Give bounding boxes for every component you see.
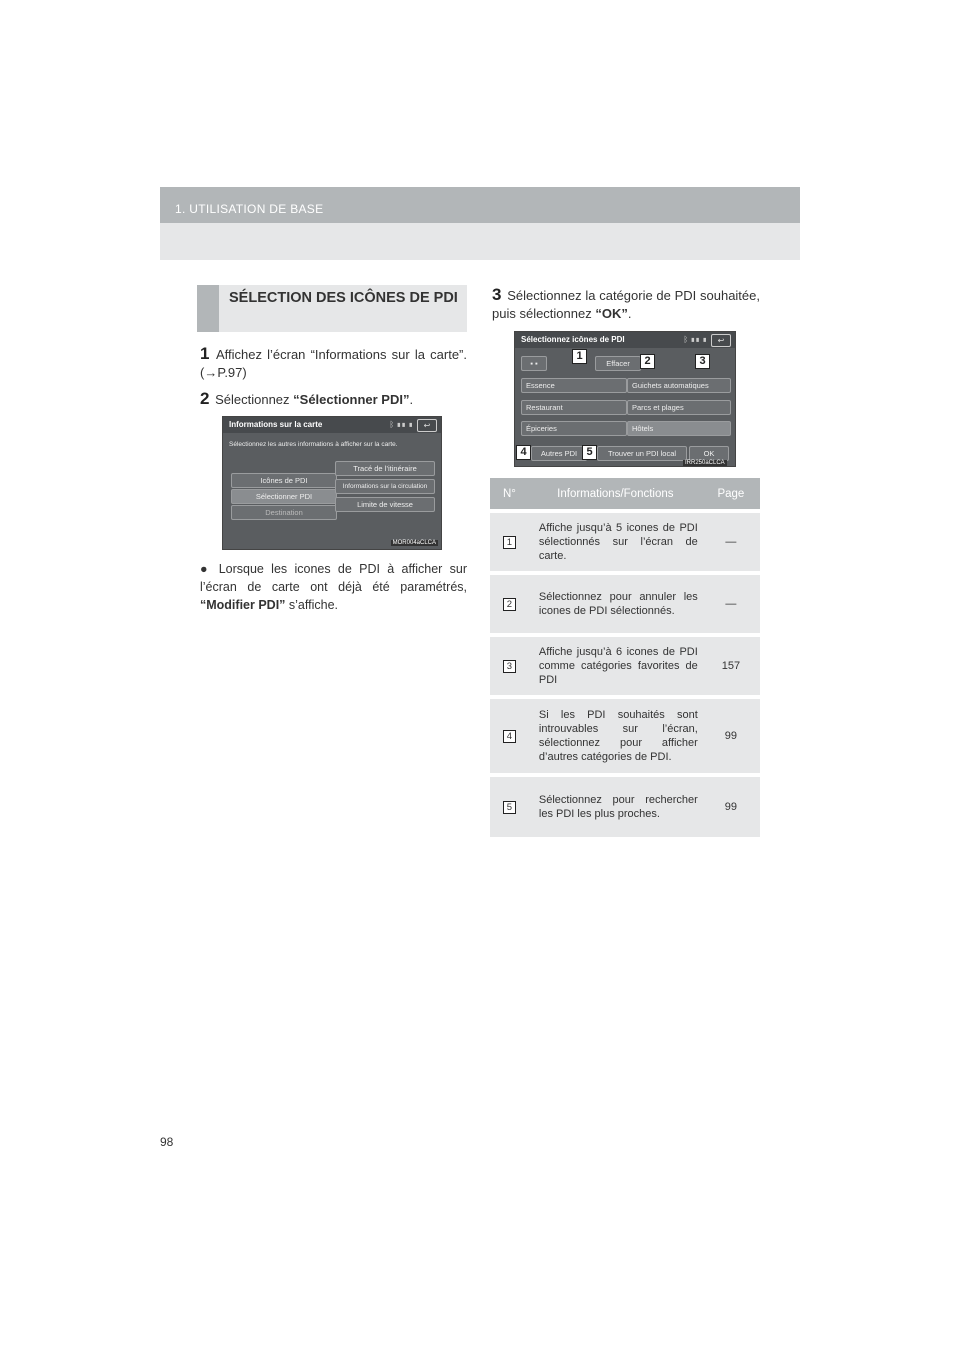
step-number: 2 [200, 389, 210, 408]
step-text-tail: . [627, 306, 632, 321]
note-text-tail: s’affiche. [285, 598, 338, 612]
row-desc: Affiche jusqu’à 6 icones de PDI comme catégories favorites de PDI [529, 635, 702, 697]
step-text: Affichez l’écran “Informations sur la carte”. (→P.97) [200, 347, 467, 380]
note-emphasis: “Modifier PDI” [200, 598, 286, 612]
step-text: Sélectionnez [215, 392, 294, 407]
status-icons: ᛒ ▮▮ ▮ [389, 420, 413, 429]
screenshot-map-info [222, 416, 442, 550]
back-icon: ↩ [711, 334, 731, 347]
callout-2: 2 [640, 354, 655, 369]
screen-btn-hotels: Hôtels [627, 421, 731, 436]
row-page: 157 [702, 635, 760, 697]
row-number: 5 [490, 775, 529, 837]
table-header-row [490, 478, 760, 511]
col-page: Page [702, 478, 760, 511]
row-page: 99 [702, 775, 760, 837]
step-text-tail: . [409, 392, 414, 407]
screen-btn-restaurant: Restaurant [521, 400, 627, 415]
col-info: Informations/Fonctions [529, 478, 702, 511]
table-row [490, 635, 760, 697]
screen-btn-poi-icons: Icônes de PDI [231, 473, 337, 488]
step-emphasis: “OK” [595, 306, 628, 321]
screen-title: Sélectionnez icônes de PDI [521, 335, 625, 344]
row-desc: Sélectionnez pour rechercher les PDI les plus proches. [529, 775, 702, 837]
screen-btn-parks: Parcs et plages [627, 400, 731, 415]
step-1 [200, 345, 467, 382]
callout-4: 4 [516, 445, 531, 460]
figure-code: IRR250aCLCA [685, 460, 725, 466]
row-page: 99 [702, 697, 760, 775]
row-number: 4 [490, 697, 529, 775]
section-heading-bar [197, 285, 219, 332]
step-text: Sélectionnez la catégorie de PDI souhaitée, puis sélectionnez [492, 288, 760, 321]
row-desc: Affiche jusqu’à 5 icones de PDI sélectionnés sur l’écran de carte. [529, 511, 702, 573]
screen-btn-select-poi: Sélectionner PDI [231, 489, 337, 504]
step-number: 1 [200, 344, 210, 363]
chapter-title: 1. UTILISATION DE BASE [175, 202, 324, 216]
screen-btn-destination: Destination [231, 505, 337, 520]
row-number: 1 [490, 511, 529, 573]
row-number: 3 [490, 635, 529, 697]
screen-btn-route-trace: Tracé de l’itinéraire [335, 461, 435, 476]
screen-btn-speed-limit: Limite de vitesse [335, 497, 435, 512]
header-subband [160, 223, 800, 260]
step-2 [200, 390, 467, 409]
screenshot-select-poi [514, 331, 736, 467]
screen-btn-find-local-poi: Trouver un PDI local [597, 446, 687, 461]
note [200, 560, 467, 614]
screen-btn-fuel: Essence [521, 378, 627, 393]
screen-btn-ok: OK [689, 446, 729, 461]
screen-btn-grocery: Épiceries [521, 421, 627, 436]
section-title: SÉLECTION DES ICÔNES DE PDI [229, 290, 458, 306]
screen-title: Informations sur la carte [229, 420, 323, 429]
screen-btn-clear: Effacer [595, 356, 641, 371]
screen-btn-atm: Guichets automatiques [627, 378, 731, 393]
callout-5: 5 [582, 445, 597, 460]
figure-code: MOR004aCLCA [392, 540, 436, 546]
screen-btn-other-poi: Autres PDI [531, 446, 587, 461]
row-number: 2 [490, 573, 529, 635]
page-number: 98 [160, 1135, 174, 1149]
table-row [490, 511, 760, 573]
row-page: — [702, 511, 760, 573]
status-icons: ᛒ ▮▮ ▮ [683, 335, 707, 344]
selected-poi-icons: ▪ ▪ [521, 356, 547, 371]
note-text: Lorsque les icones de PDI à afficher sur l’écran de carte ont déjà été paramétrés, [200, 562, 467, 594]
row-desc: Sélectionnez pour annuler les icones de PDI sélectionnés. [529, 573, 702, 635]
screen-subtitle: Sélectionnez les autres informations à afficher sur la carte. [229, 441, 398, 448]
table-row [490, 697, 760, 775]
table-row [490, 573, 760, 635]
step-number: 3 [492, 285, 502, 304]
table-row [490, 775, 760, 837]
callout-3: 3 [695, 354, 710, 369]
bullet: ● [200, 562, 212, 576]
back-icon: ↩ [417, 419, 437, 432]
screen-btn-traffic-info: Informations sur la circulation [335, 479, 435, 494]
callout-1: 1 [572, 349, 587, 364]
section-heading [197, 285, 467, 332]
row-page: — [702, 573, 760, 635]
info-table [490, 478, 760, 837]
row-desc: Si les PDI souhaités sont introuvables sur l’écran, sélectionnez pour afficher d’autres catégories de PDI. [529, 697, 702, 775]
step-3 [492, 286, 760, 323]
step-emphasis: “Sélectionner PDI” [293, 392, 410, 407]
col-number: N° [490, 478, 529, 511]
